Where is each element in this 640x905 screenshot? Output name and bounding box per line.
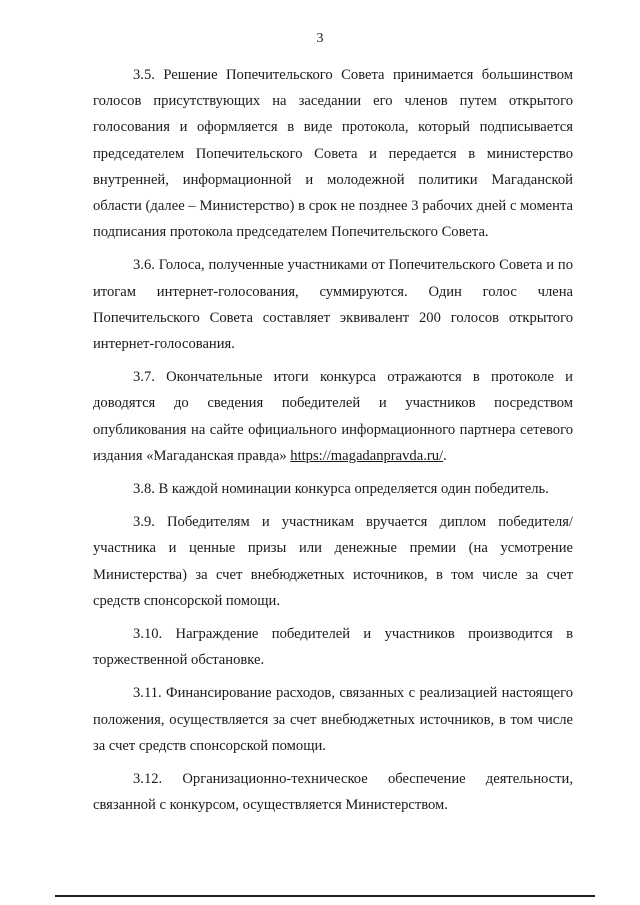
paragraph-3-7	[93, 364, 573, 469]
paragraph-3-6: 3.6. Голоса, полученные участниками от Попечительского Совета и по итогам интернет-голосования, суммируются. Один голос члена Попечительского Совета составляет эквивалент 200 голосов открытого интернет-голосования.	[93, 257, 573, 353]
document-body	[93, 62, 573, 818]
magadanpravda-link[interactable]: https://magadanpravda.ru/	[290, 447, 444, 464]
paragraph-3-10: 3.10. Награждение победителей и участников производится в торжественной обстановке.	[93, 626, 573, 669]
paragraph-3-8: 3.8. В каждой номинации конкурса определяется один победитель.	[133, 481, 549, 498]
paragraph-3-12: 3.12. Организационно-техническое обеспечение деятельности, связанной с конкурсом, осуществляется Министерством.	[93, 771, 573, 814]
paragraph-3-11: 3.11. Финансирование расходов, связанных с реализацией настоящего положения, осуществляется за счет внебюджетных источников, в том числе за счет средств спонсорской помощи.	[93, 685, 573, 754]
paragraph-3-7-text: 3.7. Окончательные итоги конкурса отражаются в протоколе и доводятся до сведения победителей и участников посредством опубликования на сайте официального информационного партнера сетевого издания «Магаданская правда»	[93, 369, 573, 464]
paragraph-3-5: 3.5. Решение Попечительского Совета принимается большинством голосов присутствующих на заседании его членов путем открытого голосования и оформляется в виде протокола, который подписывается председателем Попечительского Совета и передается в министерство внутренней, информационной и молодежной политики Магаданской области (далее – Министерство) в срок не позднее 3 рабочих дней с момента подписания протокола председателем Попечительского Совета.	[93, 67, 573, 241]
paragraph-3-9: 3.9. Победителям и участникам вручается диплом победителя/участника и ценные призы или денежные премии (на усмотрение Министерства) за счет внебюджетных источников, в том числе за счет средств спонсорской помощи.	[93, 514, 573, 609]
paragraph-3-7-end: .	[443, 447, 447, 464]
page-number: 3	[316, 31, 324, 46]
bottom-rule	[55, 895, 595, 897]
